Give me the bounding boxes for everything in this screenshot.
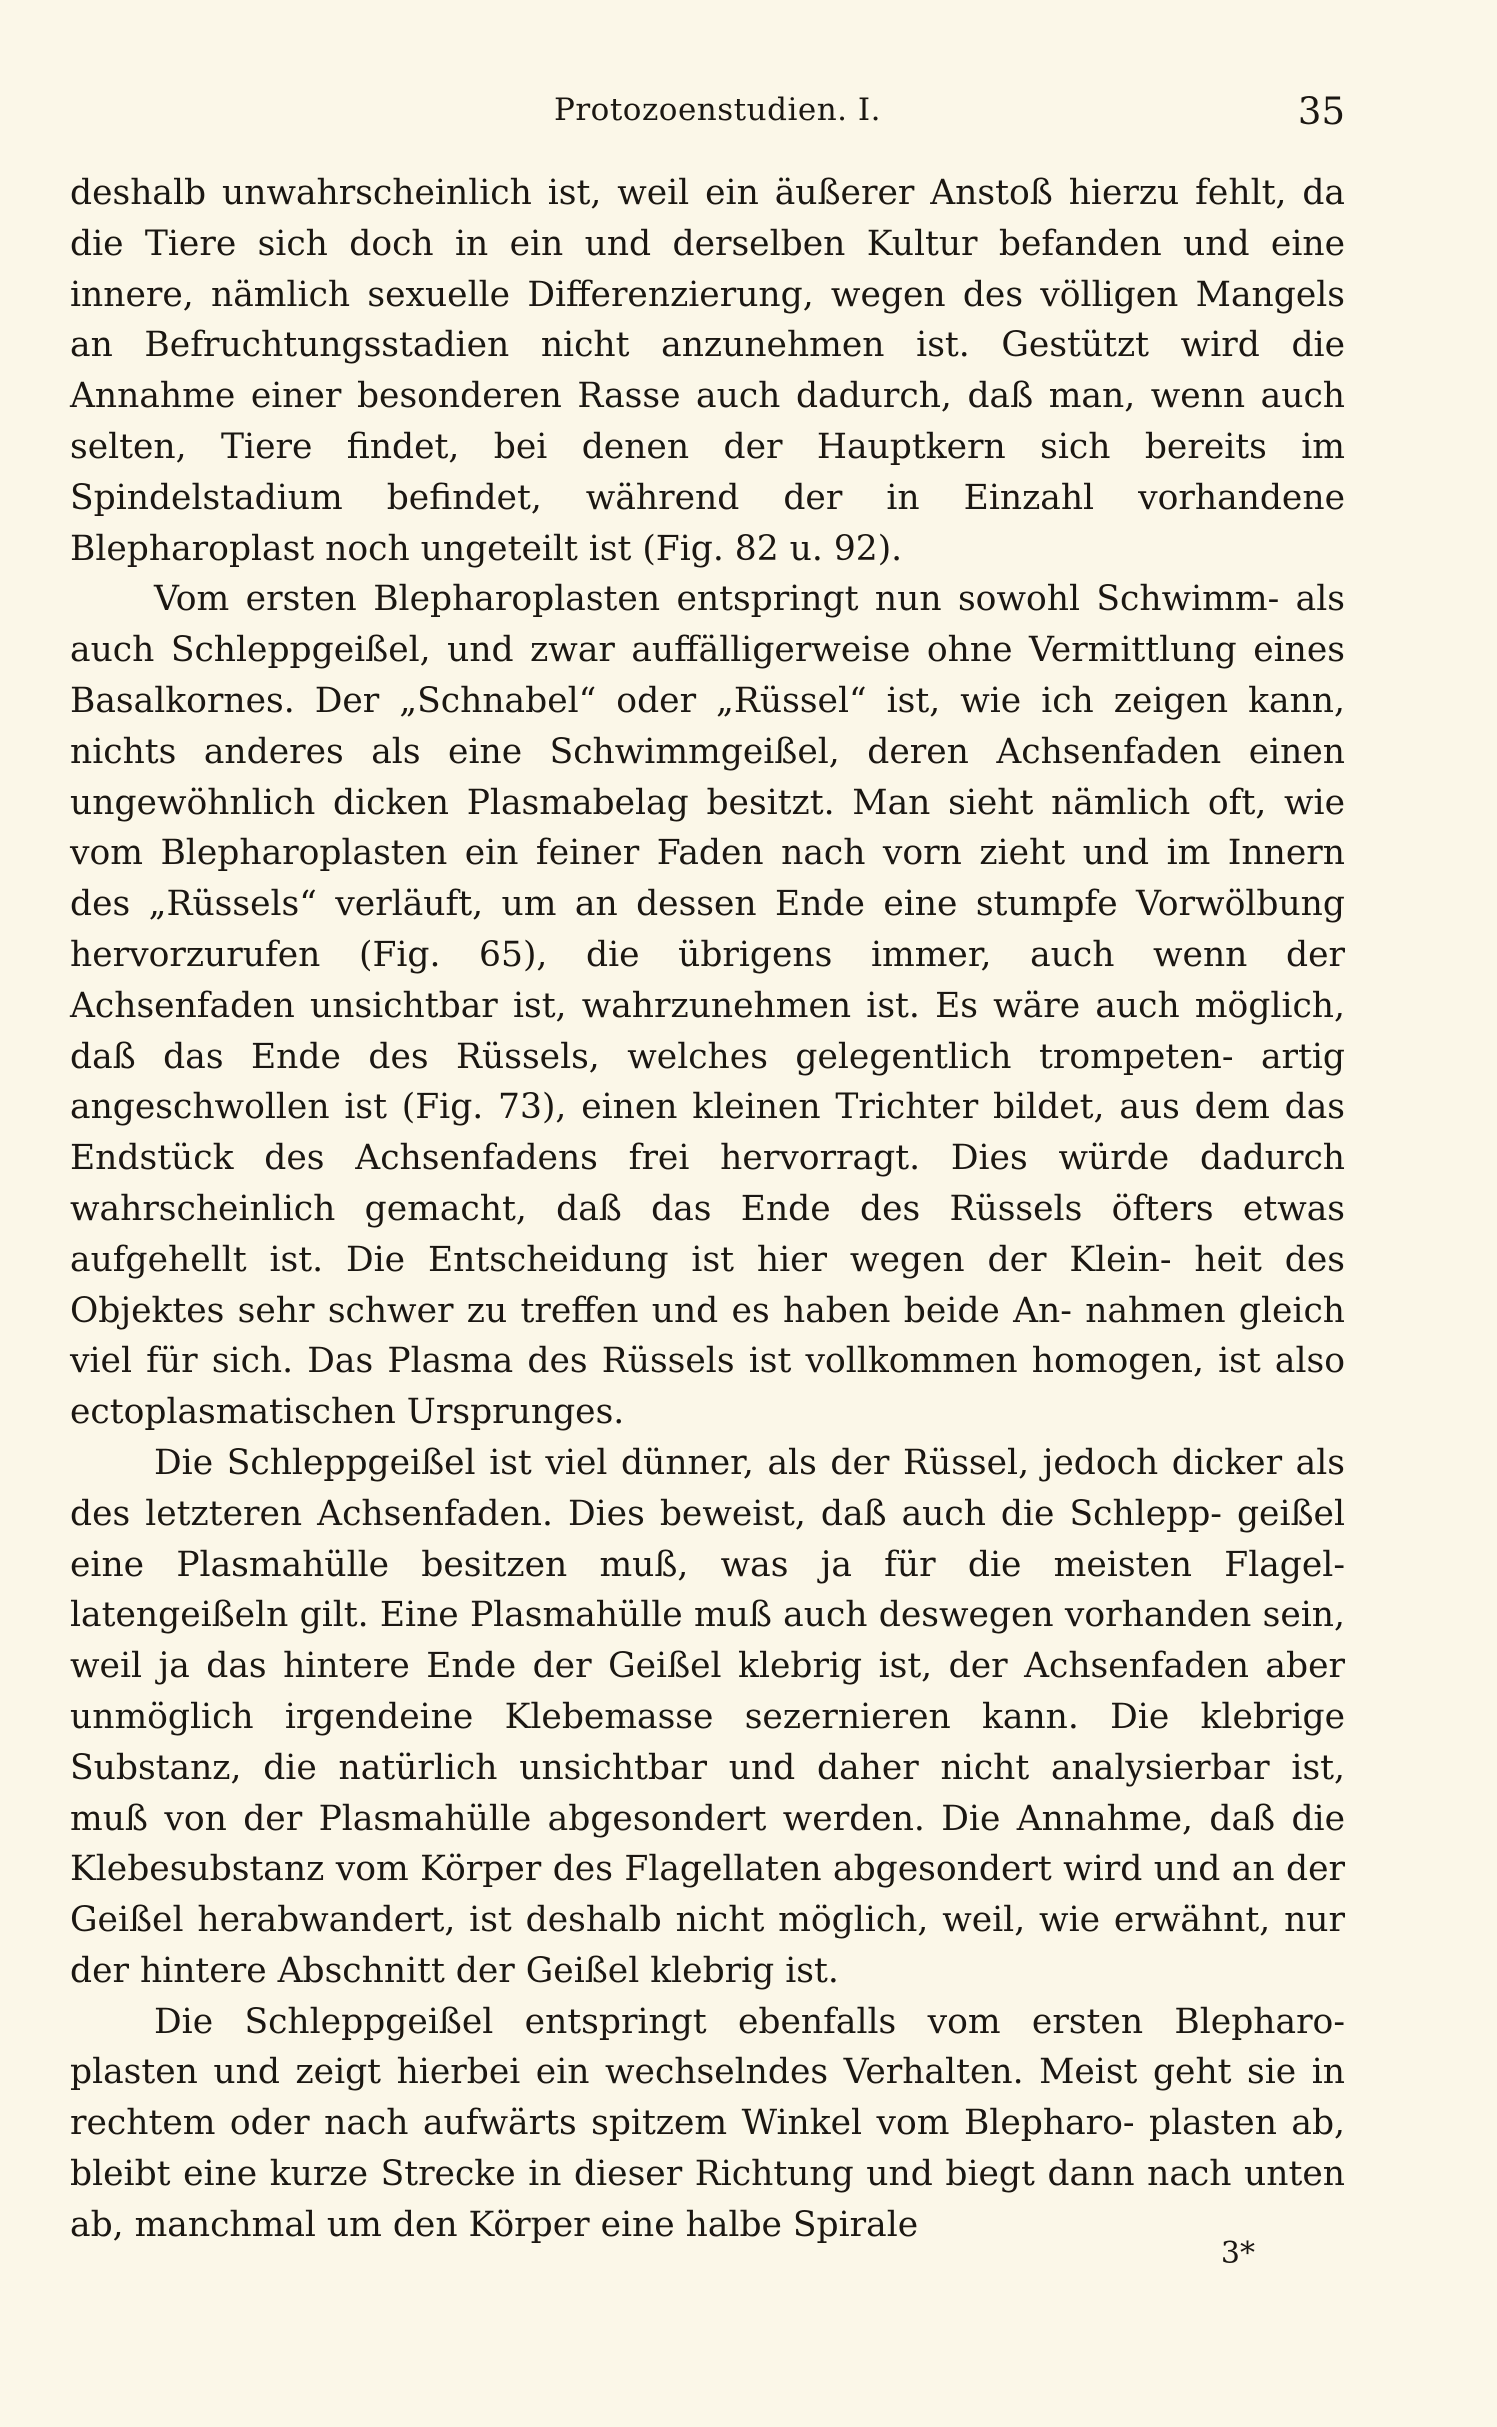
paragraph-blepharoplast: Vom ersten Blepharoplasten entspringt nun sowohl Schwimm- als auch Schleppgeißel, und zwar auffälligerweise ohne Vermittlung eines Basalkornes. Der „Schnabel“ oder „Rüssel“ ist, wie ich zeigen kann, nichts anderes als eine Schwimmgeißel, deren Achsenfaden einen ungewöhnlich dicken Plasmabelag besitzt. Man sieht nämlich oft, wie vom Blepharoplasten ein feiner Faden nach vorn zieht und im Innern des „Rüssels“ verläuft, um an dessen Ende eine stumpfe Vorwölbung hervorzurufen (Fig. 65), die übrigens immer, auch wenn der Achsenfaden unsichtbar ist, wahrzunehmen ist. Es wäre auch möglich, daß das Ende des Rüssels, welches gelegentlich trompeten- artig angeschwollen ist (Fig. 73), einen kleinen Trichter bildet, aus dem das Endstück des Achsenfadens frei hervorragt. Dies würde dadurch wahrscheinlich gemacht, daß das Ende des Rüssels öfters etwas aufgehellt ist. Die Entscheidung ist hier wegen der Klein- heit des Objektes sehr schwer zu treffen und es haben beide An- nahmen gleich viel für sich. Das Plasma des Rüssels ist vollkommen homogen, ist also ectoplasmatischen Ursprunges.: [70, 579, 1345, 1433]
body-text: [70, 168, 1345, 2251]
paragraph-schleppgeissel-origin: Die Schleppgeißel entspringt ebenfalls vom ersten Blepharo- plasten und zeigt hierbei ein wechselndes Verhalten. Meist geht sie in rechtem oder nach aufwärts spitzem Winkel vom Blepharo- plasten ab, bleibt eine kurze Strecke in dieser Richtung und biegt dann nach unten ab, manchmal um den Körper eine halbe Spirale: [70, 2001, 1345, 2245]
paragraph-schleppgeissel-plasma: Die Schleppgeißel ist viel dünner, als der Rüssel, jedoch dicker als des letzteren Achsenfaden. Dies beweist, daß auch die Schlepp- geißel eine Plasmahülle besitzen muß, was ja für die meisten Flagel- latengeißeln gilt. Eine Plasmahülle muß auch deswegen vorhanden sein, weil ja das hintere Ende der Geißel klebrig ist, der Achsenfaden aber unmöglich irgendeine Klebemasse sezernieren kann. Die klebrige Substanz, die natürlich unsichtbar und daher nicht analysierbar ist, muß von der Plasmahülle abgesondert werden. Die Annahme, daß die Klebesubstanz vom Körper des Flagellaten abgesondert wird und an der Geißel herabwandert, ist deshalb nicht möglich, weil, wie erwähnt, nur der hintere Abschnitt der Geißel klebrig ist.: [70, 1442, 1345, 1991]
paragraph-continuation: deshalb unwahrscheinlich ist, weil ein äußerer Anstoß hierzu fehlt, da die Tiere sich doch in ein und derselben Kultur befanden und eine innere, nämlich sexuelle Differenzierung, wegen des völligen Mangels an Befruchtungsstadien nicht anzunehmen ist. Gestützt wird die Annahme einer besonderen Rasse auch dadurch, daß man, wenn auch selten, Tiere findet, bei denen der Hauptkern sich bereits im Spindelstadium befindet, während der in Einzahl vorhandene Blepharoplast noch ungeteilt ist (Fig. 82 u. 92).: [70, 173, 1345, 569]
page-number: 35: [1297, 90, 1345, 133]
running-title: Protozoenstudien. I.: [554, 92, 881, 128]
printer-signature-mark: 3*: [1220, 2236, 1255, 2271]
running-header: [70, 82, 1345, 142]
book-page: [70, 0, 1345, 2427]
